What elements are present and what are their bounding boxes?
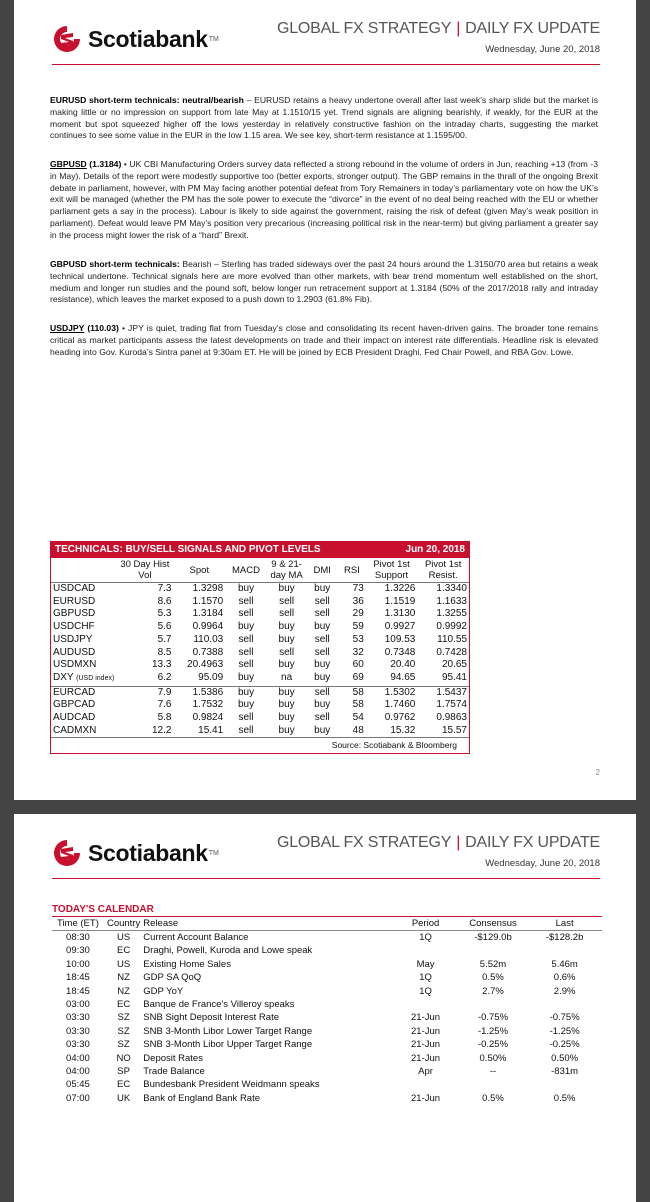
- technicals-table-box: [50, 541, 470, 754]
- calendar-cell: SZ: [117, 1012, 130, 1024]
- technicals-cell: 0.9863: [436, 712, 467, 724]
- calendar-cell: Apr: [418, 1066, 433, 1078]
- calendar-cell: 0.50%: [551, 1052, 579, 1064]
- technicals-cell: 5.8: [157, 712, 172, 724]
- calendar-col-header: Last: [527, 917, 602, 931]
- technicals-cell: 58: [338, 686, 366, 699]
- technicals-cell: 0.9927: [384, 621, 416, 633]
- calendar-cell: [527, 944, 602, 957]
- technicals-title-bar: [51, 542, 469, 558]
- calendar-table: [52, 917, 602, 1105]
- calendar-cell: 2.7%: [482, 985, 504, 997]
- calendar-cell: 05:45: [66, 1079, 90, 1091]
- technicals-cell: 0.7348: [384, 646, 416, 658]
- technicals-cell: 29: [352, 608, 364, 620]
- technicals-cell: sell: [238, 595, 254, 607]
- calendar-cell: [527, 998, 602, 1011]
- calendar-cell: 18:45: [66, 985, 90, 997]
- technicals-pair-cell: [51, 596, 116, 609]
- technicals-cell: 1.1519: [384, 595, 416, 607]
- calendar-cell: --: [489, 1066, 497, 1078]
- technicals-cell: 8.6: [157, 595, 172, 607]
- calendar-col-header: Time (ET): [52, 917, 104, 931]
- technicals-cell: buy: [278, 659, 295, 671]
- calendar-cell: 03:00: [66, 999, 90, 1011]
- technicals-row: [51, 699, 469, 712]
- calendar-cell: Bank of England Bank Rate: [143, 1092, 261, 1104]
- report-title-right: DAILY FX UPDATE: [465, 20, 600, 37]
- technicals-cell: 0.9992: [436, 621, 467, 633]
- technicals-col-header: 9 & 21-day MA: [270, 559, 303, 581]
- calendar-cell: May: [416, 958, 435, 970]
- technicals-pair-cell: [51, 659, 116, 672]
- technicals-cell: buy: [314, 699, 331, 711]
- scotiabank-logo-icon: [52, 24, 82, 54]
- title-separator: |: [456, 20, 461, 37]
- technicals-cell: 0.7428: [436, 646, 467, 658]
- technicals-cell: buy: [237, 672, 255, 684]
- technicals-cell: 15.32: [390, 724, 416, 736]
- technicals-cell: buy: [278, 583, 295, 594]
- technicals-cell: 7.9: [116, 686, 173, 699]
- technicals-cell: 1.1570: [192, 595, 224, 607]
- technicals-cell: buy: [314, 724, 331, 736]
- technicals-col-header: Spot: [189, 564, 210, 576]
- pair-name: CADMXN: [53, 724, 97, 736]
- calendar-col-header: Period: [392, 917, 458, 931]
- calendar-cell: -0.25%: [549, 1039, 580, 1051]
- calendar-cell: NZ: [117, 972, 130, 984]
- technicals-cell: buy: [225, 686, 267, 699]
- calendar-cell: [527, 1078, 602, 1091]
- gbpusd-text: • UK CBI Manufacturing Orders survey data reflected a strong rebound in the volume of orders in Jun, reaching +13 (from -3 in May). Details of the report were modestly supportive too (better exports, stronger output). The GBP remains in the thrall of the ongoing Brexit debate in parliament, however, with PM May facing another potential defeat from Tory Remainers in today’s parliamentary vote on how the UK’s exit will be managed (whether the PM has the sole power to execute the “divorce” in the event of no deal being reached with the EU or whether parliament gets a say in the process). Labour is likely to side against the government, raising the risk of defeat (given May’s weak position in parliament). Defeat would leave PM May’s position very precarious (increasing political risk in the near-term) but giving parliament a greater say in the process might lower the risk of a “hard” Brexit.: [50, 159, 598, 240]
- technicals-cell: buy: [314, 672, 331, 684]
- technicals-source: Source: Scotiabank & Bloomberg: [51, 737, 469, 753]
- technicals-cell: 0.9762: [384, 712, 416, 724]
- calendar-cell: 1Q: [419, 985, 432, 997]
- pair-name: USDJPY: [53, 633, 93, 645]
- calendar-cell: 0.5%: [553, 1092, 576, 1104]
- usdjpy-lead: USDJPY: [50, 323, 85, 333]
- technicals-cell: 60: [352, 659, 364, 671]
- report-date: Wednesday, June 20, 2018: [485, 44, 600, 55]
- technicals-table: [51, 558, 469, 737]
- gbpusd-paragraph: [50, 159, 598, 242]
- technicals-cell: 20.40: [390, 659, 416, 671]
- technicals-row: [51, 672, 469, 686]
- scotiabank-logo: [52, 836, 219, 870]
- calendar-cell: -0.75%: [549, 1012, 580, 1024]
- calendar-cell: SNB 3-Month Libor Lower Target Range: [143, 1025, 313, 1037]
- page-number: 2: [595, 768, 600, 777]
- technicals-cell: sell: [314, 633, 330, 645]
- calendar-cell: 09:30: [66, 945, 90, 957]
- technicals-cell: 7.3: [157, 583, 172, 594]
- title-separator: |: [456, 834, 461, 851]
- pair-note: (USD index): [76, 674, 115, 682]
- technicals-cell: buy: [278, 699, 295, 711]
- technicals-cell: 73: [352, 583, 364, 594]
- eurusd-lead: EURUSD short-term technicals: neutral/bearish: [50, 95, 244, 105]
- calendar-cell: [392, 1078, 458, 1091]
- brand-name: Scotiabank: [88, 25, 208, 52]
- technicals-cell: 8.5: [157, 646, 172, 658]
- technicals-row: [51, 634, 469, 647]
- calendar-cell: 21-Jun: [411, 1025, 441, 1037]
- technicals-cell: sell: [238, 646, 254, 658]
- technicals-pair-cell: [51, 712, 116, 725]
- technicals-cell: 0.7388: [192, 646, 224, 658]
- scotiabank-logo-icon: [52, 838, 82, 868]
- technicals-cell: 20.4963: [187, 659, 224, 671]
- technicals-cell: 1.3255: [436, 608, 467, 620]
- calendar-cell: 03:30: [66, 1012, 90, 1024]
- technicals-cell: sell: [238, 724, 254, 736]
- calendar-cell: 1Q: [419, 972, 432, 984]
- pair-name: EURCAD: [53, 686, 96, 698]
- calendar-cell: 04:00: [66, 1052, 90, 1064]
- technicals-row: [51, 608, 469, 621]
- technicals-title: TECHNICALS: BUY/SELL SIGNALS AND PIVOT LEVELS: [55, 544, 321, 555]
- calendar-cell: 0.5%: [482, 1092, 504, 1104]
- usdjpy-lead-value: (110.03): [84, 323, 119, 333]
- calendar-cell: Trade Balance: [143, 1066, 205, 1078]
- calendar-cell: EC: [116, 1079, 131, 1091]
- technicals-cell: 1.3130: [384, 608, 416, 620]
- technicals-cell: buy: [278, 712, 295, 724]
- technicals-col-header: 30 Day Hist Vol: [120, 559, 170, 581]
- technicals-header-row: [51, 558, 469, 583]
- calendar-cell: -$129.0b: [474, 932, 512, 943]
- technicals-pair-cell: [51, 699, 116, 712]
- calendar-col-header: Release: [143, 917, 392, 931]
- technicals-cell: buy: [278, 724, 295, 736]
- pair-name: DXY: [53, 671, 74, 683]
- gbpusd-technicals-paragraph: [50, 259, 598, 306]
- technicals-cell: 1.1633: [436, 595, 467, 607]
- technicals-cell: 0.9824: [192, 712, 224, 724]
- calendar-row: [52, 985, 602, 998]
- report-title-right: DAILY FX UPDATE: [465, 834, 600, 851]
- calendar-col-header: Country: [104, 917, 143, 931]
- calendar-cell: Draghi, Powell, Kuroda and Lowe speak: [143, 945, 313, 957]
- technicals-cell: 59: [352, 621, 364, 633]
- calendar-row: [52, 1092, 602, 1105]
- technicals-cell: 20.65: [441, 659, 467, 671]
- technicals-cell: sell: [314, 595, 330, 607]
- calendar-cell: 08:30: [66, 932, 90, 943]
- technicals-cell: sell: [238, 659, 254, 671]
- technicals-col-header: RSI: [343, 564, 360, 576]
- calendar-col-header: Consensus: [459, 917, 527, 931]
- calendar-row: [52, 944, 602, 957]
- calendar-cell: SZ: [117, 1025, 130, 1037]
- technicals-pair-cell: [51, 608, 116, 621]
- trademark: TM: [208, 35, 219, 43]
- report-title: [277, 20, 600, 38]
- calendar-cell: [392, 944, 458, 957]
- technicals-cell: 110.03: [193, 633, 224, 645]
- technicals-cell: 32: [352, 646, 364, 658]
- technicals-cell: buy: [267, 686, 307, 699]
- calendar-cell: EC: [116, 945, 131, 957]
- technicals-cell: 6.2: [157, 672, 172, 684]
- technicals-pair-cell: [51, 725, 116, 738]
- technicals-cell: buy: [237, 621, 255, 633]
- technicals-col-header: Pivot 1st Support: [373, 559, 410, 581]
- calendar-cell: -0.25%: [477, 1039, 509, 1051]
- calendar-cell: -0.75%: [477, 1012, 509, 1024]
- technicals-cell: 69: [352, 672, 364, 684]
- technicals-row: [51, 621, 469, 634]
- technicals-cell: 94.65: [390, 672, 416, 684]
- technicals-cell: 5.3: [157, 608, 172, 620]
- technicals-cell: sell: [306, 686, 338, 699]
- technicals-row: [51, 583, 469, 596]
- technicals-cell: 53: [352, 633, 364, 645]
- technicals-cell: 7.6: [157, 699, 172, 711]
- calendar-cell: SNB 3-Month Libor Upper Target Range: [143, 1039, 313, 1051]
- calendar-cell: -1.25%: [477, 1025, 509, 1037]
- technicals-cell: 5.6: [157, 621, 172, 633]
- technicals-cell: 110.55: [437, 633, 467, 645]
- technicals-cell: 1.5386: [173, 686, 225, 699]
- gbpusd-lead: GBPUSD: [50, 159, 87, 169]
- calendar-cell: 10:00: [66, 958, 90, 970]
- calendar-cell: Banque de France's Villeroy speaks: [143, 999, 295, 1011]
- technicals-row: [51, 725, 469, 738]
- calendar-cell: [459, 944, 527, 957]
- eurusd-paragraph: [50, 95, 598, 142]
- pair-name: AUDCAD: [53, 712, 96, 724]
- technicals-date: Jun 20, 2018: [405, 544, 465, 555]
- calendar-cell: 04:00: [66, 1066, 90, 1078]
- report-page-1: [14, 0, 636, 800]
- usdjpy-paragraph: [50, 323, 598, 358]
- calendar-cell: 5.46m: [551, 958, 578, 970]
- gbpusd-lead-value: (1.3184): [86, 159, 122, 169]
- technicals-cell: 95.41: [441, 672, 467, 684]
- technicals-cell: 1.5437: [417, 686, 469, 699]
- gbpusd-technicals-text: Bearish – Sterling has traded sideways over the past 24 hours around the 1.3150/70 area but retains a weak technical undertone. Technical signals here are more evolved than other markets, with bear trend momentum well established on the short, medium and longer run studies and the pound soft, below longer run retracement support at 1.3184 (50% of the 2017/2018 rally and intraday resistance), which leaves the market exposed to a push down to 1.2903 (61.8% Fib).: [50, 259, 599, 305]
- calendar-cell: US: [116, 932, 131, 943]
- calendar-cell: 1Q: [419, 932, 432, 943]
- technicals-cell: buy: [314, 621, 331, 633]
- technicals-cell: sell: [238, 633, 254, 645]
- scotiabank-logo: [52, 22, 219, 56]
- technicals-col-header: Pivot 1st Resist.: [424, 559, 462, 581]
- technicals-cell: sell: [314, 712, 330, 724]
- calendar-cell: 0.6%: [553, 972, 576, 984]
- technicals-cell: 1.5302: [366, 686, 418, 699]
- technicals-cell: sell: [279, 608, 295, 620]
- calendar-cell: NO: [116, 1052, 131, 1064]
- report-date: Wednesday, June 20, 2018: [485, 858, 600, 869]
- calendar-cell: 03:30: [66, 1039, 90, 1051]
- calendar-row: [52, 1078, 602, 1091]
- report-title: [277, 834, 600, 852]
- calendar-section: [52, 904, 602, 1105]
- calendar-row: [52, 1025, 602, 1038]
- calendar-cell: Deposit Rates: [143, 1052, 203, 1064]
- calendar-row: [52, 958, 602, 971]
- calendar-cell: 21-Jun: [411, 1039, 441, 1051]
- technicals-cell: na: [281, 672, 293, 684]
- technicals-row: [51, 686, 469, 699]
- technicals-cell: buy: [237, 699, 255, 711]
- technicals-cell: sell: [279, 646, 295, 658]
- calendar-cell: -831m: [551, 1066, 579, 1078]
- usdjpy-text: • JPY is quiet, trading flat from Tuesday’s close and consolidating its recent haven-driven gains. The broader tone remains critical as market participants assess the latest developments on trade and their impact on interest rate differentials. Headline risk is elevated heading into Gov. Kuroda’s Sintra panel at 9:30am ET. He will be joined by ECB President Draghi, Fed Chair Powell, and RBA Gov. Lowe.: [50, 323, 598, 357]
- technicals-row: [51, 659, 469, 672]
- calendar-cell: Existing Home Sales: [143, 958, 231, 970]
- technicals-pair-cell: [51, 672, 116, 686]
- calendar-cell: 2.9%: [553, 985, 576, 997]
- calendar-row: [52, 1065, 602, 1078]
- technicals-body: [51, 583, 469, 738]
- calendar-cell: [459, 1078, 527, 1091]
- calendar-cell: -1.25%: [549, 1025, 580, 1037]
- calendar-cell: GDP YoY: [143, 985, 184, 997]
- calendar-row: [52, 1011, 602, 1024]
- technicals-cell: 12.2: [152, 724, 172, 736]
- calendar-cell: US: [116, 958, 131, 970]
- technicals-col-header: [51, 558, 116, 583]
- header-rule: [52, 64, 600, 65]
- brand-name: Scotiabank: [88, 839, 208, 866]
- calendar-header-row: [52, 917, 602, 931]
- technicals-cell: sell: [314, 646, 330, 658]
- technicals-row: [51, 712, 469, 725]
- calendar-cell: SP: [117, 1066, 130, 1078]
- technicals-cell: buy: [278, 633, 295, 645]
- calendar-cell: 21-Jun: [411, 1012, 441, 1024]
- technicals-cell: buy: [278, 621, 295, 633]
- calendar-cell: NZ: [117, 985, 130, 997]
- calendar-cell: 0.50%: [479, 1052, 507, 1064]
- technicals-col-header: DMI: [313, 564, 331, 576]
- technicals-pair-cell: [51, 686, 116, 699]
- calendar-row: [52, 971, 602, 984]
- calendar-cell: 18:45: [66, 972, 90, 984]
- technicals-pair-cell: [51, 583, 116, 596]
- technicals-cell: 1.3184: [192, 608, 224, 620]
- technicals-cell: 95.09: [198, 672, 224, 684]
- header-rule: [52, 878, 600, 879]
- calendar-row: [52, 998, 602, 1011]
- technicals-cell: sell: [238, 608, 254, 620]
- technicals-col-header: MACD: [232, 564, 260, 576]
- pair-name: USDCAD: [53, 583, 96, 594]
- technicals-pair-cell: [51, 647, 116, 660]
- calendar-cell: Bundesbank President Weidmann speaks: [143, 1079, 320, 1091]
- calendar-cell: 21-Jun: [411, 1092, 441, 1104]
- technicals-pair-cell: [51, 621, 116, 634]
- trademark: TM: [208, 849, 219, 857]
- report-title-left: GLOBAL FX STRATEGY: [276, 834, 452, 851]
- pair-name: EURUSD: [53, 595, 96, 607]
- technicals-cell: buy: [314, 659, 331, 671]
- calendar-row: [52, 1038, 602, 1051]
- pair-name: USDCHF: [53, 621, 95, 633]
- technicals-cell: 0.9964: [192, 621, 224, 633]
- technicals-cell: buy: [237, 583, 255, 594]
- technicals-cell: 1.7532: [192, 699, 224, 711]
- calendar-cell: GDP SA QoQ: [143, 972, 202, 984]
- technicals-cell: buy: [314, 583, 331, 594]
- technicals-cell: 48: [352, 724, 364, 736]
- calendar-cell: -$128.2b: [545, 932, 584, 943]
- technicals-cell: 1.3298: [192, 583, 224, 594]
- calendar-cell: 21-Jun: [411, 1052, 441, 1064]
- technicals-pair-cell: [51, 634, 116, 647]
- calendar-cell: [459, 998, 527, 1011]
- technicals-cell: 58: [352, 699, 364, 711]
- technicals-cell: 5.7: [157, 633, 172, 645]
- technicals-cell: 15.57: [441, 724, 467, 736]
- calendar-cell: 5.52m: [479, 958, 507, 970]
- technicals-cell: sell: [279, 595, 295, 607]
- technicals-cell: 1.3340: [436, 583, 467, 594]
- calendar-cell: Current Account Balance: [143, 932, 249, 943]
- calendar-cell: UK: [116, 1092, 131, 1104]
- pair-name: AUDUSD: [53, 646, 96, 658]
- calendar-title: TODAY'S CALENDAR: [52, 904, 602, 917]
- pair-name: USDMXN: [53, 659, 97, 671]
- report-page-2: [14, 814, 636, 1202]
- eurusd-text: – EURUSD retains a heavy undertone overall after last week’s sharp slide but the market is making little or no impression on support from late May at 1.1510/15 yet. Trend signals are aligning bearishly, if weakly, for the EUR at the moment but spot squeezed higher off the lows yesterday in relatively constructive fashion on the intraday charts, suggesting the market continues to see some value in the EUR in the low 1.15 area. We see key, short-term resistance at 1.1595/00.: [50, 95, 598, 141]
- technicals-cell: 1.7460: [384, 699, 416, 711]
- technicals-cell: 13.3: [152, 659, 172, 671]
- calendar-row: [52, 931, 602, 945]
- report-title-left: GLOBAL FX STRATEGY: [276, 20, 452, 37]
- pair-name: GBPCAD: [53, 699, 96, 711]
- calendar-cell: EC: [116, 999, 131, 1011]
- technicals-cell: 36: [352, 595, 364, 607]
- technicals-cell: 1.3226: [384, 583, 416, 594]
- technicals-row: [51, 647, 469, 660]
- calendar-cell: SZ: [117, 1039, 130, 1051]
- calendar-cell: 0.5%: [482, 972, 504, 984]
- technicals-cell: sell: [238, 712, 254, 724]
- technicals-cell: 1.7574: [436, 699, 467, 711]
- pair-name: GBPUSD: [53, 608, 96, 620]
- calendar-cell: SNB Sight Deposit Interest Rate: [143, 1012, 280, 1024]
- technicals-row: [51, 596, 469, 609]
- calendar-cell: [392, 998, 458, 1011]
- calendar-cell: 07:00: [66, 1092, 90, 1104]
- calendar-cell: 03:30: [66, 1025, 90, 1037]
- gbpusd-technicals-lead: GBPUSD short-term technicals:: [50, 259, 180, 269]
- technicals-cell: 109.53: [384, 633, 416, 645]
- technicals-cell: 54: [352, 712, 364, 724]
- calendar-row: [52, 1052, 602, 1065]
- technicals-cell: sell: [314, 608, 330, 620]
- calendar-body: [52, 931, 602, 1106]
- technicals-cell: 15.41: [198, 724, 224, 736]
